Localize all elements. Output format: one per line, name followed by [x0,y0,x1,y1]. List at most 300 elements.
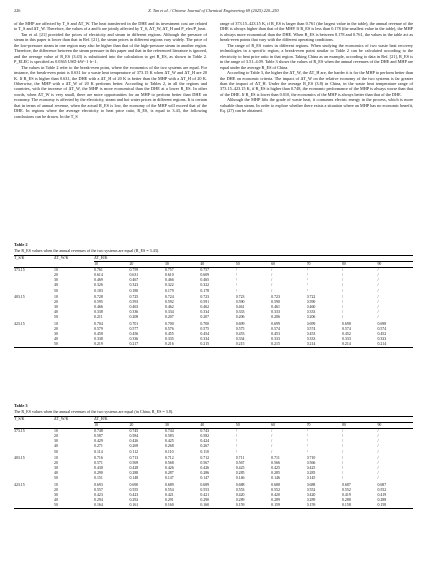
dtw-cell: 10 [54,268,58,273]
ts-cell: 373.15 [14,268,25,273]
value-cell: 0.215 [200,342,235,348]
value-cell: 0.215 [271,342,306,348]
value-cell: 0.214 [342,342,377,348]
value-cell: 0.161 [129,503,164,509]
value-cell: 0.554 [164,487,174,492]
dtw-cell: 10 [54,294,58,299]
dtw-cell: 10 [54,429,58,434]
column-header-dtw: ΔT_W/K [54,256,94,262]
value-cell: 0.217 [129,342,164,348]
value-cell: 0.289 [235,497,245,502]
value-cell: / [342,449,344,454]
value-cell: / [342,434,344,439]
value-cell: / [306,283,308,288]
column-header-dth-value: 60 [271,262,306,268]
value-cell: 0.180 [129,288,139,293]
value-cell: / [377,310,379,315]
value-cell: / [306,278,308,283]
column-header-dth-value: 50 [236,423,271,429]
value-cell: 0.456 [129,331,139,336]
value-cell: / [235,444,237,449]
value-cell: 0.426 [164,466,174,471]
value-cell: 0.745 [129,429,139,434]
value-cell: 0.211 [94,315,103,320]
dtw-cell: 50 [54,315,58,320]
value-cell: 0.461 [235,305,245,310]
ts-cell: 373.15 [14,429,25,434]
value-cell: 0.453 [306,331,316,336]
value-cell: / [271,283,273,288]
value-cell: 0.587 [94,434,103,439]
value-cell: / [306,429,308,434]
value-cell: / [306,444,308,449]
dtw-cell: 30 [54,466,58,471]
value-cell: / [235,278,237,283]
value-cell: / [235,288,237,293]
value-cell: 0.160 [165,503,200,509]
value-cell: / [271,444,273,449]
value-cell: 0.454 [200,331,210,336]
value-cell: 0.110 [200,449,209,454]
value-cell: / [235,434,237,439]
dtw-cell: 20 [54,273,58,278]
dtw-cell: 40 [54,283,58,288]
value-cell: 0.553 [235,487,245,492]
value-cell: 0.419 [342,492,351,497]
value-cell: 0.214 [377,342,413,348]
value-cell: / [377,471,379,476]
value-cell: 0.723 [200,294,210,299]
value-cell: 0.206 [306,315,316,320]
value-cell: / [377,288,379,293]
value-cell: 0.420 [271,492,280,497]
value-cell: / [377,283,379,288]
value-cell: 0.690 [129,482,139,487]
ts-cell: 423.15 [14,482,25,487]
value-cell: 0.574 [271,326,280,331]
dtw-cell: 50 [54,476,58,481]
page-number: 226 [14,8,21,13]
value-cell: 0.687 [377,482,387,487]
value-cell: 0.701 [129,321,139,326]
value-cell: 0.421 [200,492,210,497]
running-header [14,8,413,17]
value-cell: 0.146 [235,476,245,481]
value-cell: 0.178 [200,288,210,293]
value-cell: 0.574 [306,326,316,331]
dtw-cell: 30 [54,439,58,444]
value-cell: 0.333 [271,336,280,341]
dtw-cell: 10 [54,482,58,487]
value-cell: 0.323 [129,283,139,288]
value-cell: 0.759 [129,268,139,273]
value-cell: 0.158 [377,503,413,509]
dtw-cell: 30 [54,278,58,283]
value-cell: 0.286 [200,471,210,476]
value-cell: 0.699 [235,321,245,326]
value-cell: / [271,439,273,444]
value-cell: 0.148 [129,476,139,481]
value-cell: 0.183 [94,288,103,293]
value-cell: 0.590 [271,299,280,304]
column-header-dth-value: 50 [236,262,271,268]
value-cell: 0.453 [271,331,280,336]
value-cell: 0.553 [200,487,210,492]
value-cell: / [342,476,344,481]
value-cell: 0.428 [129,466,139,471]
value-cell: 0.215 [236,342,271,348]
ts-cell-empty [14,342,54,348]
column-header-ts: T_S/K [14,256,54,262]
value-cell: / [377,273,379,278]
value-cell: 0.460 [306,305,316,310]
value-cell: 0.566 [306,460,316,465]
value-cell: 0.713 [129,455,139,460]
value-cell: / [306,449,308,454]
value-cell: 0.334 [235,336,245,341]
value-cell: 0.574 [342,326,351,331]
value-cell: 0.292 [129,497,139,502]
value-cell: / [377,305,379,310]
value-cell: 0.687 [342,482,351,487]
value-cell: 0.271 [94,444,103,449]
value-cell: / [377,299,379,304]
value-cell: 0.575 [235,326,245,331]
value-cell: 0.610 [164,273,174,278]
paragraph: The range of R_ES varies in different regions. When studying the economics of two waste heat recovery technologies in a specific region, a break-even point similar to Table 2 can be calculated according to the electricity to heat price ratio in that region. Taking China as an example, according to data in Ref. [21], R_ES is in the range of 3.51–4.09. Table 3 shows the values of R_ES when the annual revenues of the DHE and MHP are equal under the average R_ES of China. [220,42,413,70]
value-cell: 0.425 [164,439,174,444]
value-cell: / [342,444,344,449]
dtw-cell: 50 [54,449,58,454]
value-cell: 0.334 [200,310,210,315]
value-cell: 0.335 [164,336,174,341]
value-cell: 0.285 [271,471,280,476]
value-cell: 0.219 [94,342,129,348]
paragraph: The values in Table 2 refer to the break-even point, where the economics of the two systems are equal. For instance, the break-even point is 0.631 for a waste heat temperature of 373.15 K when ΔT_W and ΔT_H are 20 K. If R_ES is higher than 0.631, the DHE with a ΔT_H of 20 K is better than the MHP with a ΔT_H of 20 K. Otherwise, the MHP with a ΔT_W of 20 K performs better. According to Tables 2, in all the regions and countries, with the increase of ΔT_W, the MHP is more economical than the DHE at a lower R_ES. In other words, when ΔT_W is very small, there are more opportunities for an MHP to perform better than DHE on economy. The economy is affected by the electricity, steam and hot water prices in different regions. It is certain that in terms of annual revenue, when the actual R_ES is low, the economy of the MHP will exceed that of the DHE. In regions where the average electricity to heat price ratio, R_ES, is equal to 3.43, the following conclusions can be drawn. In the T_S [14,64,207,119]
value-cell: / [377,268,379,273]
value-cell: 0.688 [306,482,316,487]
value-cell: / [235,268,237,273]
column-header-dth-value: 30 [165,262,200,268]
value-cell: 0.426 [129,439,139,444]
value-cell: 0.268 [164,444,174,449]
value-cell: 0.700 [164,321,174,326]
value-cell: 0.467 [129,278,139,283]
value-cell: 0.290 [94,471,103,476]
value-cell: / [235,273,237,278]
value-cell: 0.699 [306,321,316,326]
value-cell: 0.575 [200,326,210,331]
value-cell: 0.711 [271,455,280,460]
value-cell: 0.336 [129,310,139,315]
value-cell: 0.333 [377,336,387,341]
table-row [14,342,413,348]
value-cell: / [377,455,379,460]
value-cell: / [342,294,344,299]
ts-cell: 403.15 [14,294,25,299]
value-cell: / [271,288,273,293]
value-cell: 0.689 [164,482,174,487]
value-cell: 0.723 [271,294,280,299]
value-cell: / [377,466,379,471]
value-cell: 0.757 [200,268,210,273]
value-cell: / [377,476,379,481]
value-cell: 0.112 [129,449,139,454]
value-cell: / [342,299,344,304]
value-cell: 0.267 [200,444,210,449]
value-cell: 0.452 [377,331,387,336]
table-title: Table 2 [14,242,28,247]
value-cell: 0.423 [94,492,103,497]
column-header-dth-value: 20 [129,262,164,268]
value-cell: 0.455 [164,331,174,336]
value-cell: 0.207 [200,315,210,320]
value-cell: 0.577 [129,326,139,331]
ts-cell-empty [14,503,54,509]
value-cell: 0.704 [94,321,103,326]
value-cell: 0.699 [271,321,280,326]
table-row [14,503,413,509]
value-cell: 0.419 [377,492,387,497]
value-cell: 0.288 [377,497,387,502]
right-column [220,21,413,237]
column-header-ts: T_S/K [14,417,54,423]
value-cell: 0.462 [200,305,210,310]
value-cell: 0.757 [164,268,174,273]
value-cell: 0.465 [200,278,210,283]
value-cell: 0.288 [342,497,351,502]
value-cell: / [342,466,344,471]
value-cell: / [342,310,344,315]
journal-citation: Z. Tan et al. / Chinese Journal of Chemical Engineering 69 (2025) 220–250 [148,8,279,13]
value-cell: / [271,268,273,273]
value-cell: 0.159 [271,503,306,509]
value-cell: 0.206 [271,315,280,320]
paragraph: Although the MHP lifts the grade of waste heat, it consumes electric energy in the process, which is more valuable than steam. In order to explore whether there exists a situation where an MHP has no economic benefit, Eq. (27) can be obtained. [220,97,413,114]
value-cell: 0.423 [129,492,139,497]
value-cell: 0.458 [94,331,103,336]
value-cell: 0.322 [164,283,174,288]
value-cell: 0.338 [94,336,103,341]
value-cell: / [377,315,379,320]
column-header-dth-value: 40 [200,262,235,268]
value-cell: 0.294 [94,497,103,502]
value-cell: 0.552 [377,487,387,492]
value-cell: 0.146 [271,476,280,481]
paragraph: range of 373.15–423.15 K, if R_ES is larger than 0.761 (the largest value in the table), the annual revenue of the DHE is always higher than that of the MHP. If R_ES is less than 0.178 (the smallest value in the table), the MHP is always more economical than the DHE. When R_ES is between 0.178 and 0.761, the values in the table act as break-even points that vary with the different operating conditions. [220,21,413,43]
value-cell: 0.590 [235,299,245,304]
value-cell: 0.590 [306,299,316,304]
value-cell: 0.693 [94,482,103,487]
value-cell: 0.466 [94,305,103,310]
ts-cell: 423.15 [14,321,25,326]
value-cell: / [342,315,344,320]
dtw-cell: 20 [54,326,58,331]
value-cell: 0.712 [164,455,174,460]
value-cell: 0.452 [342,331,351,336]
value-cell: 0.614 [94,273,103,278]
value-cell: 0.552 [306,487,316,492]
value-cell: / [342,471,344,476]
dtw-cell: 40 [54,471,58,476]
value-cell: 0.158 [342,503,377,509]
table-2 [14,242,413,348]
value-cell: 0.334 [164,310,174,315]
value-cell: 0.712 [200,455,210,460]
table-caption: The R_ES values when the annual revenues of the two systems are equal (R_ES = 3.43). [14,247,160,253]
value-cell: 0.698 [377,321,387,326]
value-cell: 0.425 [306,466,316,471]
value-cell: / [271,278,273,283]
value-cell: 0.592 [164,299,174,304]
dtw-cell: 50 [54,342,94,348]
value-cell: 0.430 [94,466,103,471]
value-cell: 0.466 [164,278,174,283]
column-header-dtw: ΔT_W/K [54,417,94,423]
dtw-cell: 40 [54,497,58,502]
value-cell: 0.688 [271,482,280,487]
value-cell: 0.710 [306,455,316,460]
value-cell: 0.569 [129,460,139,465]
value-cell: 0.421 [164,492,174,497]
value-cell: 0.453 [235,331,245,336]
table-caption: The R_ES values when the annual revenues of the two systems are equal (in China, R_ES = 3.8). [14,408,174,414]
value-cell: 0.552 [271,487,280,492]
value-cell: 0.159 [307,503,342,509]
value-cell: 0.698 [342,321,351,326]
value-cell: 0.420 [235,492,245,497]
value-cell: 0.291 [164,497,174,502]
dtw-cell: 50 [54,503,94,509]
value-cell: 0.207 [164,315,174,320]
value-cell: 0.552 [342,487,351,492]
paragraph: of the MHP are affected by T_S and ΔT_W. The heat transferred in the DHE and its investment cost are related to T_S and ΔT_W. Therefore, the values of a and b are jointly affected by T_S, ΔT_W, ΔT_H and P_elec/P_heat. [14,21,207,32]
dtw-cell: 30 [54,305,58,310]
value-cell: 0.728 [94,294,103,299]
value-cell: 0.571 [94,460,103,465]
value-cell: / [342,429,344,434]
value-cell: 0.716 [94,455,103,460]
value-cell: 0.631 [129,273,139,278]
value-cell: 0.748 [94,429,103,434]
value-cell: 0.164 [94,503,129,509]
value-cell: / [377,439,379,444]
value-cell: 0.555 [129,487,139,492]
value-cell: 0.689 [200,482,210,487]
value-cell: / [235,429,237,434]
value-cell: / [342,278,344,283]
column-header-dth-value: 10 [94,423,129,429]
value-cell: / [342,283,344,288]
value-cell: / [235,439,237,444]
dtw-cell: 40 [54,336,58,341]
value-cell: / [306,434,308,439]
value-cell: 0.285 [306,471,316,476]
value-cell: 0.724 [164,294,174,299]
value-cell: 0.722 [306,294,316,299]
dtw-cell: 40 [54,310,58,315]
value-cell: 0.334 [200,336,210,341]
value-cell: 0.285 [235,471,245,476]
value-cell: 0.595 [94,299,103,304]
paragraph: According to Table 3, the higher the ΔT_W, the ΔT_H are, the harder it is for the MHP to perform better than the DHE on economic criteria. The impact of ΔT_W on the relative economy of the two systems is far greater than the impact of ΔT_H. Under the average R_ES (3.8) in China, in the waste heat temperature range of 373.15–423.15 K, if R_ES is higher than 0.748, the economic performance of the MHP is always worse than that of the DHE. If R_ES is lower than 0.010, the economics of the MHP is always better than that of the DHE. [220,70,413,97]
paragraph: Tan et al. [21] provided the prices of electricity and steam in different regions. Although the pressure of steam in this paper is lower than that in Ref. [21], the steam prices in different regions vary widely. The price of the low-pressure steam in one region may also be higher than that of the high-pressure steam in another region. Therefore, the difference between the steam pressure in this paper and that in the referenced literature is ignored, and the average value of R_ES (3.43) is substituted into the calculation to get R_ES, as shown in Table 2. P_ELEC is specified as 0.0365 USD·kW−1·h−1. [14,31,207,65]
value-cell: 0.322 [200,283,210,288]
value-cell: / [377,434,379,439]
column-header-dth-value: 70 [307,262,342,268]
value-cell: / [235,449,237,454]
value-cell: / [306,439,308,444]
value-cell: 0.425 [271,466,280,471]
value-cell: / [342,460,344,465]
value-cell: 0.160 [200,503,235,509]
value-cell: 0.743 [200,429,210,434]
value-cell: 0.287 [164,471,174,476]
value-cell: 0.289 [306,497,316,502]
value-cell: 0.420 [306,492,316,497]
value-cell: 0.591 [200,299,210,304]
value-cell: 0.151 [94,476,103,481]
value-cell: / [377,429,379,434]
value-cell: / [271,434,273,439]
value-cell: 0.711 [235,455,245,460]
column-header-dth-value: 70 [307,423,342,429]
column-header-dth-value: 80 [342,262,377,268]
value-cell: / [271,273,273,278]
value-cell: 0.333 [306,336,316,341]
value-cell: 0.179 [164,288,174,293]
value-cell: 0.688 [235,482,245,487]
column-header-dth-value: 60 [271,423,306,429]
value-cell: / [271,429,273,434]
value-cell: 0.424 [200,439,210,444]
value-cell: 0.333 [306,310,316,315]
value-cell: 0.289 [271,497,280,502]
value-cell: 0.725 [129,294,139,299]
value-cell: 0.145 [306,476,316,481]
value-cell: 0.333 [235,310,245,315]
value-cell: / [306,273,308,278]
column-header-dth: ΔT_H/K [94,417,413,423]
data-table [14,255,413,348]
value-cell: 0.469 [94,278,103,283]
value-cell: / [377,294,379,299]
data-table [14,416,413,509]
column-header-dth-value: 90 [377,423,413,429]
value-cell: 0.333 [342,336,351,341]
value-cell: / [342,288,344,293]
value-cell: 0.269 [129,444,139,449]
value-cell: 0.290 [200,497,210,502]
body-text [14,21,413,237]
dtw-cell: 40 [54,444,58,449]
value-cell: 0.338 [94,310,103,315]
value-cell: / [342,455,344,460]
table-3 [14,403,413,509]
value-cell: 0.593 [129,299,139,304]
column-header-dth-value: 10 [94,262,129,268]
value-cell: / [342,273,344,278]
column-header-dth-value: 90 [377,262,413,268]
value-cell: 0.583 [164,434,174,439]
table-title: Table 3 [14,403,28,408]
column-header-dth-value: 30 [165,423,200,429]
value-cell: 0.216 [165,342,200,348]
dtw-cell: 20 [54,299,58,304]
value-cell: 0.462 [164,305,174,310]
value-cell: 0.463 [129,305,139,310]
value-cell: 0.333 [271,310,280,315]
